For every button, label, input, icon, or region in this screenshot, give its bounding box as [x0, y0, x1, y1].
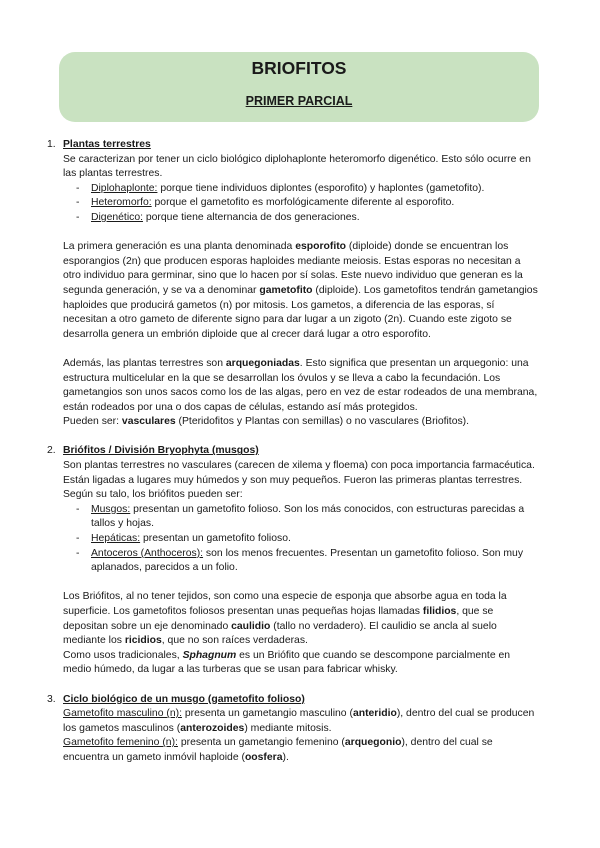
- paragraph: Gametofito femenino (n): presenta un gametangio femenino (arquegonio), dentro del cual se encuentra un gameto inmóvil haploide (oosfera).: [63, 737, 493, 763]
- definition: porque tiene individuos diplontes (esporofito) y haplontes (gametofito).: [157, 182, 485, 194]
- document-title: BRIOFITOS: [251, 58, 347, 78]
- paragraph: La primera generación es una planta denominada esporofito (diploide) donde se encuentran los esporangios (2n) que producen esporas haploides mediante meiosis. Estas esporas no necesitan a otro individuo para germinar, sino que lo hacen por sí solas. Este nuevo individuo que generan es la segunda generación, y se va a denominar gametofito (diploide). Los gametofitos tendrán gametangios haploides que producirá gametos (n) por mitosis. Los gametos, a diferencia de las esporas, sí necesitan a otro gameto de diferente signo para dar lugar a un zigoto (2n). Cuando este zigoto se desarrolla genera un embrión diploide que al crecer dará lugar a otro esporofito.: [63, 241, 538, 340]
- list-item: [91, 196, 538, 211]
- term: Musgos:: [91, 503, 131, 515]
- list-item: [91, 503, 538, 532]
- term: Antoceros (Anthoceros):: [91, 547, 204, 559]
- key-term: vasculares: [121, 416, 176, 428]
- document-body: [47, 138, 538, 766]
- section-ciclo-musgo: [47, 693, 538, 766]
- definition-list: [63, 503, 538, 576]
- list-item: [91, 182, 538, 197]
- document-subtitle: PRIMER PARCIAL: [245, 94, 353, 108]
- paragraph: Pueden ser: vasculares (Pteridofitos y Plantas con semillas) o no vasculares (Briofitos).: [63, 416, 470, 428]
- section-number: 3.: [47, 693, 56, 705]
- key-term: arquegonio: [344, 737, 402, 749]
- term: Gametofito femenino (n):: [63, 737, 178, 749]
- paragraph: Son plantas terrestres no vasculares (carecen de xilema y floema) con poca importancia farmacéutica. Están ligadas a lugares muy húmedos y son muy pequeños. Fueron las primeras plantas terrestres. Según su talo, los briófitos pueden ser:: [63, 460, 535, 501]
- paragraph: Como usos tradicionales, Sphagnum es un Briófito que cuando se descompone parcialmente en medio húmedo, da lugar a las turberas que se usan para fabricar whisky.: [63, 649, 511, 676]
- key-term: filidios: [422, 606, 457, 617]
- section-briofitos: [47, 444, 538, 678]
- section-heading: Ciclo biológico de un musgo (gametofito folioso): [63, 693, 305, 705]
- definition: porque el gametofito es morfológicamente diferente al esporofito.: [151, 197, 455, 209]
- list-item: [91, 211, 538, 226]
- key-term: anterozoides: [180, 722, 245, 734]
- paragraph: Gametofito masculino (n): presenta un gametangio masculino (anteridio), dentro del cual se producen los gametos masculinos (anterozoides) mediante mitosis.: [63, 708, 535, 734]
- definition: son los menos frecuentes. Presentan un gametofito folioso. Son muy aplanados, parecidos a un folio.: [91, 547, 524, 574]
- paragraph: Se caracterizan por tener un ciclo biológico diplohaplonte heteromorfo digenético. Esto sólo ocurre en las plantas terrestres.: [63, 153, 531, 180]
- list-item: [91, 547, 538, 576]
- term: Heteromorfo:: [91, 197, 152, 209]
- definition: porque tiene alternancia de dos generaciones.: [142, 211, 360, 223]
- section-heading: Briófitos / División Bryophyta (musgos): [63, 445, 259, 457]
- definition: presentan un gametofito folioso.: [140, 533, 291, 545]
- key-term: arquegoniadas: [225, 357, 300, 369]
- term: Gametofito masculino (n):: [63, 708, 182, 720]
- section-plantas-terrestres: [47, 138, 538, 430]
- definition: presentan un gametofito folioso. Son los más conocidos, con estructuras parecidas a tallos y hojas.: [91, 503, 525, 530]
- list-item: [91, 532, 538, 547]
- section-number: 2.: [47, 445, 56, 457]
- key-term: anteridio: [352, 708, 397, 720]
- term: Digenético:: [91, 211, 143, 223]
- key-term: gametofito: [259, 284, 313, 296]
- paragraph: Además, las plantas terrestres son arquegoniadas. Esto significa que presentan un arquegonio: una estructura multicelular en la que se desarrollan los óvulos y se lleva a cabo la fecundación. Los gametangios son unos sacos como los de las algas, pero en vez de estar rodeados de una membrana, están rodeados por una o dos capas de células, estando así más protegidos.: [63, 357, 538, 413]
- term: Hepáticas:: [91, 533, 141, 545]
- definition-list: [63, 182, 538, 226]
- key-term: esporofito: [295, 241, 347, 253]
- key-term: oosfera: [244, 751, 283, 763]
- section-number: 1.: [47, 139, 56, 150]
- paragraph: Los Briófitos, al no tener tejidos, son como una especie de esponja que absorbe agua en toda la superficie. Los gametofitos foliosos presentan unas pequeñas hojas llamadas filidios, que se depositan sobre un eje denominado caulidio (tallo no verdadero). El caulidio se ancla al suelo mediante los ricidios, que no son raíces verdaderas.: [63, 591, 507, 647]
- section-heading: Plantas terrestres: [63, 139, 151, 150]
- key-term: Sphagnum: [182, 649, 237, 661]
- key-term: ricidios: [124, 635, 162, 647]
- term: Diplohaplonte:: [91, 182, 158, 194]
- key-term: caulidio: [231, 620, 271, 632]
- title-banner: [59, 52, 539, 122]
